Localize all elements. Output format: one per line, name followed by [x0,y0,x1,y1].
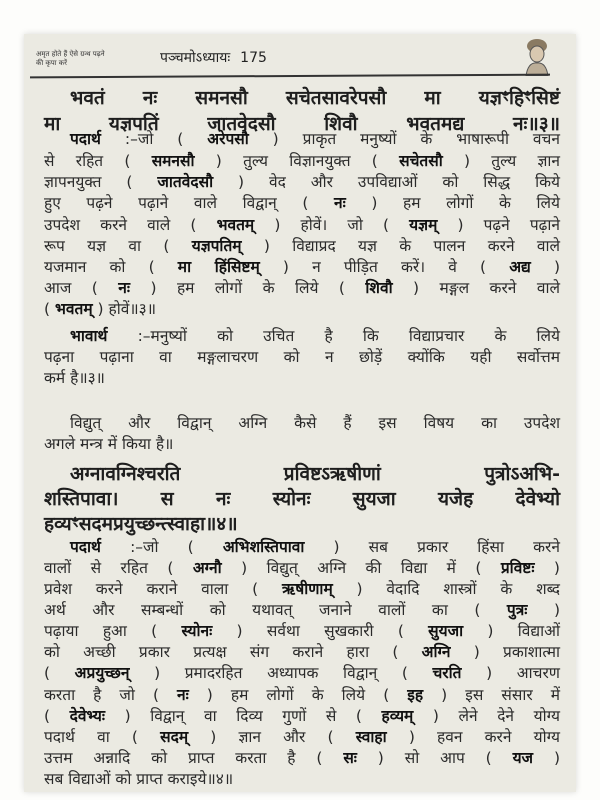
line-text: विद्युत् और विद्वान् अग्नि कैसे हैं इस विषय का उपदेश [70,414,560,432]
chapter-title: पञ्चमोऽध्यायः [160,50,231,66]
line-text: मा यज्ञपतिं जातवेदसौ शिवौ भवतमद्य नः॥३॥ [44,113,560,135]
glossed-term: इह [407,686,424,704]
line-text: अगले मन्त्र में किया है॥ [44,435,174,453]
glossed-term: पदार्थ [70,130,101,148]
text-line [70,127,560,149]
text-line [44,297,560,319]
text-line [44,746,560,768]
line-text: पढ़ाया हुआ ( [44,622,182,640]
line-text: ) वेद और उपविद्याओं को सिद्ध किये [213,173,560,191]
line-text: ) विद्वान् वा दिव्य गुणों से ( [105,707,382,725]
line-text: यजमान को ( [44,258,178,276]
line-text: कर्म है॥३॥ [44,369,105,387]
page-number: 175 [240,50,267,66]
text-line [44,191,560,213]
glossed-term: सचेतसौ [399,152,443,170]
line-text: ) हम लोगों के लिये ( [130,279,366,297]
glossed-term: देवेभ्यः [69,707,106,725]
line-text: ) विद्याप्रद यज्ञ के पालन करने वाले [241,237,560,255]
line-text: से रहित ( [44,152,152,170]
line-text: ) होवें। जो ( [254,216,410,234]
text-line [44,767,560,789]
mantra-line [44,510,560,536]
line-text: पढ़ना पढ़ाना वा मङ्गलाचरण को न छोड़ें क्योंकि यही सर्वोत्तम [44,348,560,366]
glossed-term: समनसौ [151,152,195,170]
line-text: ( [44,664,75,682]
line-text: पदार्थ वा ( [44,728,161,746]
line-text: ) हम लोगों के लिये ( [188,686,408,704]
glossed-term: स्वाहा [355,728,387,746]
glossed-term: नः [177,686,189,704]
text-line [44,661,560,683]
glossed-term: यज्ञम् [409,216,438,234]
glossed-term: सदम् [160,728,189,746]
text-line [44,704,560,726]
line-text: आज ( [44,279,119,297]
line-text: ) [527,601,560,619]
line-text: ) तुल्य ज्ञान [442,152,560,170]
line-text: :–मनुष्यों को उचित है कि विद्याप्रचार के लिये [107,327,560,345]
line-text: भवतं नः समनसौ सचेतसावरेपसौ मा यज्ञꣳहिꣳसिष्टं [70,87,560,109]
line-text: शस्तिपावा। स नः स्योनः सुयजा यजेह देवेभ्यो [44,488,560,510]
text-line [70,411,560,433]
line-text: ) प्रकाशात्मा [450,643,560,661]
line-text: ) सब प्रकार हिंसा करने [304,538,560,556]
line-text: ) लेने देने योग्य [413,707,560,725]
glossed-term: सः [343,749,357,767]
running-header [160,48,267,67]
line-text: ) [530,258,561,276]
text-line [44,149,560,171]
line-text: उपदेश करने वाले ( [44,216,217,234]
line-text: ) मङ्गल करने वाले [392,279,560,297]
line-text: वालों से रहित ( [44,559,193,577]
glossed-term: भवतम् [54,300,93,318]
line-text: ) पढ़ने पढ़ाने [437,216,561,234]
line-text: करता है जो ( [44,686,178,704]
line-text: हुए पढ़ने पढ़ाने वाले विद्वान् ( [44,194,335,212]
mantra-line [70,84,560,110]
glossed-term: पुत्रः [506,601,528,619]
line-text: ) सो आप ( [356,749,513,767]
glossed-term: सुयजा [428,622,464,640]
line-text: रूप यज्ञ वा ( [44,237,192,255]
line-text: ) ज्ञान और ( [188,728,356,746]
line-text: :–जो ( [100,538,223,556]
text-line [70,324,560,346]
glossed-term: यज [512,749,534,767]
glossed-term: अद्य [509,258,531,276]
text-line [44,432,560,454]
glossed-term: चरति [432,664,462,682]
text-line [44,556,560,578]
line-text: ) सर्वथा सुखकारी ( [212,622,429,640]
text-line [44,577,560,599]
text-line [44,170,560,192]
line-text: ) विद्युत् अग्नि की विद्या में ( [221,559,501,577]
text-line [44,598,560,620]
mantra-line [70,460,560,486]
glossed-term: पदार्थ [70,538,101,556]
line-text: ) न पीड़ित करें। वे ( [259,258,510,276]
mantra-line [44,485,560,511]
line-text: सब विद्याओं को प्राप्त कराइये॥४॥ [44,770,234,788]
line-text: ) [533,749,560,767]
line-text: :–जो ( [100,130,208,148]
line-text: प्रवेश करने कराने वाला ( [44,580,283,598]
glossed-term: शिवौ [365,279,393,297]
glossed-term: स्योनः [181,622,213,640]
text-line [44,276,560,298]
glossed-term: मा हिंसिष्टम् [177,258,260,276]
glossed-term: भावार्थ [70,327,108,345]
glossed-term: अभिशस्तिपावा [222,538,305,556]
line-text: अग्नावग्निश्चरति प्रविष्टऽऋषीणां पुत्रोऽअभि- [70,463,560,485]
glossed-term: जातवेदसौ [157,173,214,191]
text-line [44,619,560,641]
publisher-logo-text: अमृत होते हैं ऐसे ग्रन्थ पढ़ने की कृपा करें [36,50,105,67]
glossed-term: अग्नौ [192,559,222,577]
text-line [44,234,560,256]
text-line [44,725,560,747]
line-text: ) हवन करने योग्य [386,728,561,746]
glossed-term: नः [334,194,346,212]
line-text: ) विद्याओं [463,622,560,640]
glossed-term: अग्नि [421,643,451,661]
line-text: ज्ञापनयुक्त ( [44,173,158,191]
line-text: ( [44,707,70,725]
line-text: अर्थ और सम्बन्धों को यथावत् जनाने वालों का ( [44,601,507,619]
text-line [44,366,560,388]
text-line [44,345,560,367]
text-line [44,683,560,705]
line-text: को अच्छी प्रकार प्रत्यक्ष संग कराने हारा ( [44,643,422,661]
line-text: ) आचरण [461,664,560,682]
line-text: ) प्राकृत मनुष्यों के भाषारूपी वचन [248,130,560,148]
glossed-term: प्रविष्टः [500,559,535,577]
glossed-term: ऋषीणाम् [282,580,333,598]
line-text: ) हम लोगों के लिये [345,194,560,212]
glossed-term: नः [118,279,131,297]
line-text: हव्यꣳसदमप्रयुच्छन्त्स्वाहा॥४॥ [44,513,238,535]
glossed-term: भवतम् [216,216,255,234]
text-line [44,213,560,235]
text-line [44,255,560,277]
text-line [44,640,560,662]
line-text: ) [534,559,560,577]
glossed-term: हव्यम् [381,707,414,725]
line-text: ) होवें॥३॥ [92,300,157,318]
text-line [70,535,560,557]
line-text: ) वेदादि शास्त्रों के शब्द [332,580,560,598]
line-text: ) तुल्य विज्ञानयुक्त ( [194,152,400,170]
glossed-term: अप्रयुच्छन् [74,664,130,682]
author-portrait-icon [520,36,554,76]
line-text: ) प्रमादरहित अध्यापक विद्वान् ( [129,664,433,682]
glossed-term: यज्ञपतिम् [191,237,242,255]
line-text: उत्तम अन्नादि को प्राप्त करता है ( [44,749,344,767]
line-text: ( [44,300,55,318]
line-text: ) इस संसार में [423,686,560,704]
glossed-term: अरेपसौ [207,130,249,148]
